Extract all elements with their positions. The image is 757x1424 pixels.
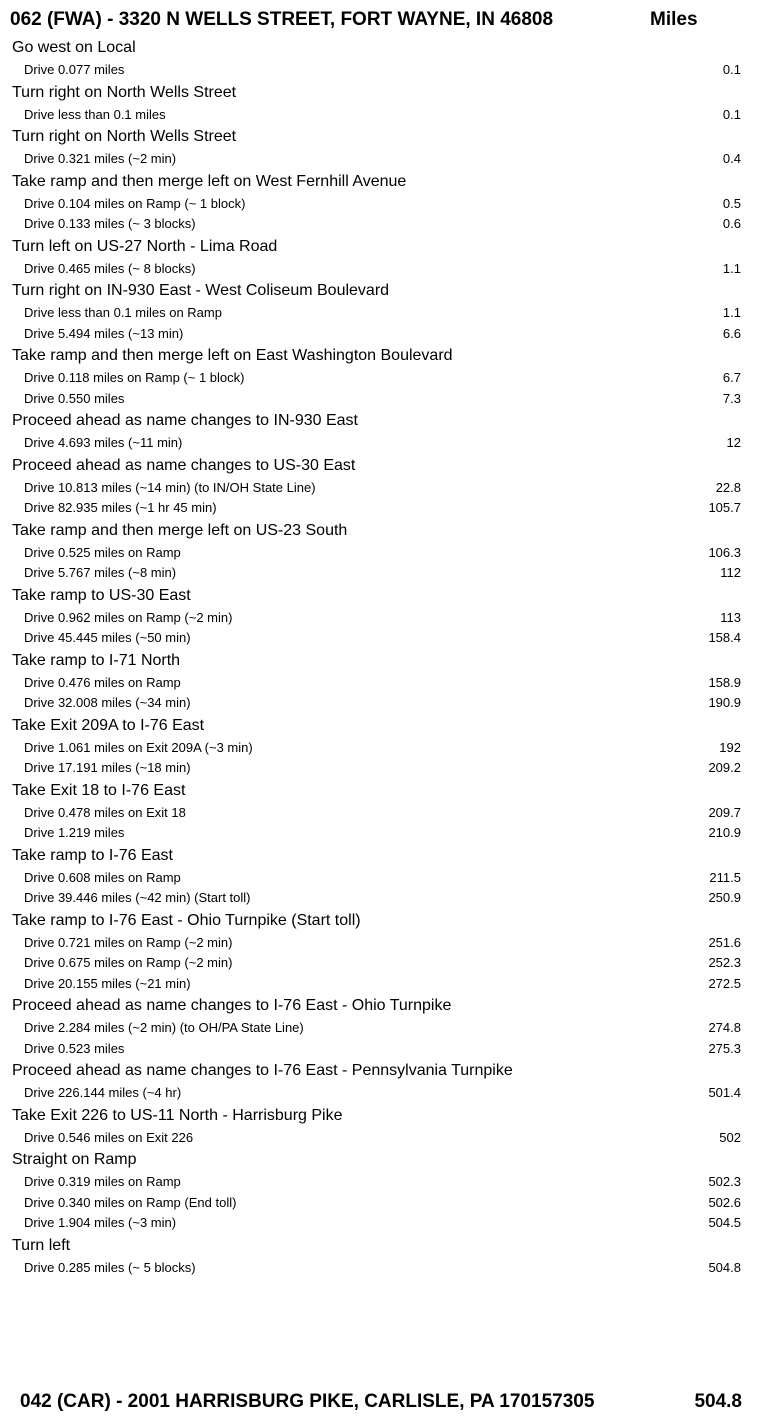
drive-segment (0, 389, 757, 410)
step-instruction: Turn right on IN-930 East - West Coliseum Boulevard (12, 282, 390, 299)
step-instruction: Turn right on North Wells Street (12, 128, 237, 145)
drive-segment (0, 543, 757, 564)
segment-text: Drive 5.494 miles (~13 min) (24, 325, 184, 341)
drive-segment (0, 823, 757, 844)
segment-text: Drive 0.285 miles (~ 5 blocks) (24, 1259, 196, 1275)
segment-text: Drive 0.962 miles on Ramp (~2 min) (24, 609, 233, 625)
segment-text: Drive 0.546 miles on Exit 226 (24, 1129, 194, 1145)
step-instruction: Proceed ahead as name changes to US-30 East (12, 456, 356, 474)
segment-miles: 504.8 (708, 1259, 741, 1275)
segment-miles: 209.2 (708, 760, 741, 775)
step-instruction: Proceed ahead as name changes to I-76 East - Ohio Turnpike (12, 997, 452, 1014)
segment-text: Drive 2.284 miles (~2 min) (to OH/PA State Line) (24, 1020, 304, 1035)
segment-miles: 105.7 (708, 500, 741, 515)
segment-miles: 7.3 (722, 390, 741, 406)
step-instruction: Take ramp and then merge left on US-23 South (12, 521, 348, 539)
drive-segment (0, 498, 757, 519)
drive-segment (0, 888, 757, 909)
step-instruction: Take ramp and then merge left on West Fernhill Avenue (12, 172, 407, 190)
drive-segment (0, 1018, 757, 1039)
segment-miles: 192 (719, 739, 741, 755)
drive-segment (0, 60, 757, 81)
step-instruction: Proceed ahead as name changes to IN-930 East (12, 412, 358, 429)
segment-miles: 0.6 (722, 216, 741, 231)
segment-text: Drive 20.155 miles (~21 min) (24, 975, 191, 991)
segment-text: Drive 45.445 miles (~50 min) (24, 630, 191, 645)
segment-text: Drive 0.133 miles (~ 3 blocks) (24, 216, 196, 231)
segment-miles: 12 (726, 435, 741, 450)
step-instruction: Take ramp to I-76 East - Ohio Turnpike (Start toll) (12, 911, 361, 929)
segment-miles: 501.4 (708, 1085, 741, 1100)
segment-text: Drive 1.904 miles (~3 min) (24, 1215, 177, 1230)
segment-miles: 1.1 (722, 260, 741, 276)
step-instruction: Go west on Local (12, 39, 136, 56)
segment-miles: 0.5 (722, 195, 741, 211)
drive-segment (0, 368, 757, 389)
drive-segment (0, 324, 757, 345)
segment-text: Drive 39.446 miles (~42 min) (Start toll) (24, 890, 251, 905)
segment-miles: 209.7 (708, 804, 741, 820)
drive-segment (0, 673, 757, 694)
segment-miles: 275.3 (708, 1040, 741, 1056)
drive-segment (0, 738, 757, 759)
segment-text: Drive 0.104 miles on Ramp (~ 1 block) (24, 195, 246, 211)
segment-miles: 0.1 (722, 62, 741, 77)
directions-header (10, 4, 748, 36)
segment-text: Drive 10.813 miles (~14 min) (to IN/OH State Line) (24, 479, 316, 495)
step-instruction: Take Exit 18 to I-76 East (12, 781, 186, 799)
step-instruction: Take Exit 226 to US-11 North - Harrisburg Pike (12, 1106, 343, 1124)
drive-segment (0, 868, 757, 889)
segment-miles: 6.7 (722, 370, 741, 385)
destination-title: 042 (CAR) - 2001 HARRISBURG PIKE, CARLISLE, PA 170157305 (20, 1391, 595, 1412)
drive-segment (0, 194, 757, 215)
segment-text: Drive 0.077 miles (24, 62, 125, 77)
step-instruction: Take ramp to US-30 East (12, 586, 191, 604)
segment-miles: 250.9 (708, 890, 741, 905)
step-instruction: Take ramp to I-71 North (12, 651, 181, 669)
segment-text: Drive 0.465 miles (~ 8 blocks) (24, 260, 196, 276)
step-instruction: Turn left (12, 1236, 71, 1254)
step-instruction: Proceed ahead as name changes to I-76 East - Pennsylvania Turnpike (12, 1062, 513, 1079)
drive-segment (0, 214, 757, 235)
segment-text: Drive 226.144 miles (~4 hr) (24, 1085, 182, 1100)
segment-text: Drive 1.219 miles (24, 825, 125, 840)
drive-segment (0, 478, 757, 499)
segment-text: Drive 1.061 miles on Exit 209A (~3 min) (24, 739, 253, 755)
drive-segment (0, 1213, 757, 1234)
drive-segment (0, 608, 757, 629)
drive-segment (0, 693, 757, 714)
segment-text: Drive 0.523 miles (24, 1040, 125, 1056)
segment-text: Drive 0.478 miles on Exit 18 (24, 804, 186, 820)
drive-segment (0, 1039, 757, 1060)
segment-miles: 251.6 (708, 934, 741, 950)
segment-miles: 272.5 (708, 975, 741, 991)
segment-text: Drive 0.525 miles on Ramp (24, 544, 181, 560)
step-instruction: Straight on Ramp (12, 1151, 137, 1168)
segment-text: Drive 0.340 miles on Ramp (End toll) (24, 1194, 237, 1210)
segment-text: Drive 0.721 miles on Ramp (~2 min) (24, 934, 233, 950)
step-instruction: Take ramp to I-76 East (12, 846, 173, 864)
directions-steps (0, 36, 757, 1278)
segment-miles: 106.3 (708, 544, 741, 560)
directions-footer (10, 1386, 748, 1418)
segment-miles: 502.3 (708, 1174, 741, 1189)
segment-miles: 0.4 (722, 151, 741, 166)
step-instruction: Take ramp and then merge left on East Washington Boulevard (12, 347, 453, 364)
drive-segment (0, 933, 757, 954)
drive-segment (0, 953, 757, 974)
segment-miles: 158.4 (708, 630, 741, 645)
drive-segment (0, 563, 757, 584)
drive-segment (0, 149, 757, 170)
segment-miles: 190.9 (708, 695, 741, 710)
segment-miles: 210.9 (708, 825, 741, 840)
segment-text: Drive 0.675 miles on Ramp (~2 min) (24, 955, 233, 970)
drive-segment (0, 1083, 757, 1104)
segment-text: Drive 4.693 miles (~11 min) (24, 435, 183, 450)
segment-miles: 112 (720, 565, 741, 580)
segment-miles: 0.1 (722, 106, 741, 122)
drive-segment (0, 105, 757, 126)
segment-text: Drive 17.191 miles (~18 min) (24, 760, 191, 775)
segment-text: Drive 0.321 miles (~2 min) (24, 151, 177, 166)
miles-column-header: Miles (650, 9, 698, 30)
drive-segment (0, 628, 757, 649)
segment-text: Drive 32.008 miles (~34 min) (24, 695, 191, 710)
segment-text: Drive 0.608 miles on Ramp (24, 869, 181, 885)
segment-miles: 6.6 (722, 325, 741, 341)
segment-miles: 504.5 (708, 1215, 741, 1230)
step-instruction: Take Exit 209A to I-76 East (12, 716, 205, 734)
segment-text: Drive 82.935 miles (~1 hr 45 min) (24, 500, 217, 515)
drive-segment (0, 758, 757, 779)
step-instruction: Turn left on US-27 North - Lima Road (12, 237, 278, 255)
segment-miles: 502 (719, 1129, 741, 1145)
drive-segment (0, 1258, 757, 1279)
total-miles: 504.8 (694, 1391, 742, 1412)
step-instruction: Turn right on North Wells Street (12, 83, 237, 101)
segment-miles: 502.6 (708, 1194, 741, 1210)
segment-miles: 113 (720, 609, 741, 625)
segment-miles: 158.9 (708, 674, 741, 690)
drive-segment (0, 1172, 757, 1193)
segment-miles: 211.5 (709, 869, 741, 885)
segment-text: Drive less than 0.1 miles (24, 106, 166, 122)
segment-text: Drive 0.476 miles on Ramp (24, 674, 181, 690)
segment-text: Drive 0.118 miles on Ramp (~ 1 block) (24, 370, 245, 385)
drive-segment (0, 803, 757, 824)
segment-miles: 22.8 (715, 479, 741, 495)
drive-segment (0, 1128, 757, 1149)
segment-text: Drive 0.319 miles on Ramp (24, 1174, 181, 1189)
segment-miles: 274.8 (708, 1020, 741, 1035)
drive-segment (0, 1193, 757, 1214)
segment-miles: 252.3 (708, 955, 741, 970)
drive-segment (0, 303, 757, 324)
origin-title: 062 (FWA) - 3320 N WELLS STREET, FORT WAYNE, IN 46808 (10, 9, 554, 30)
drive-segment (0, 259, 757, 280)
segment-text: Drive 5.767 miles (~8 min) (24, 565, 177, 580)
drive-segment (0, 974, 757, 995)
drive-segment (0, 433, 757, 454)
segment-text: Drive 0.550 miles (24, 390, 125, 406)
segment-miles: 1.1 (722, 305, 741, 320)
segment-text: Drive less than 0.1 miles on Ramp (24, 305, 222, 320)
